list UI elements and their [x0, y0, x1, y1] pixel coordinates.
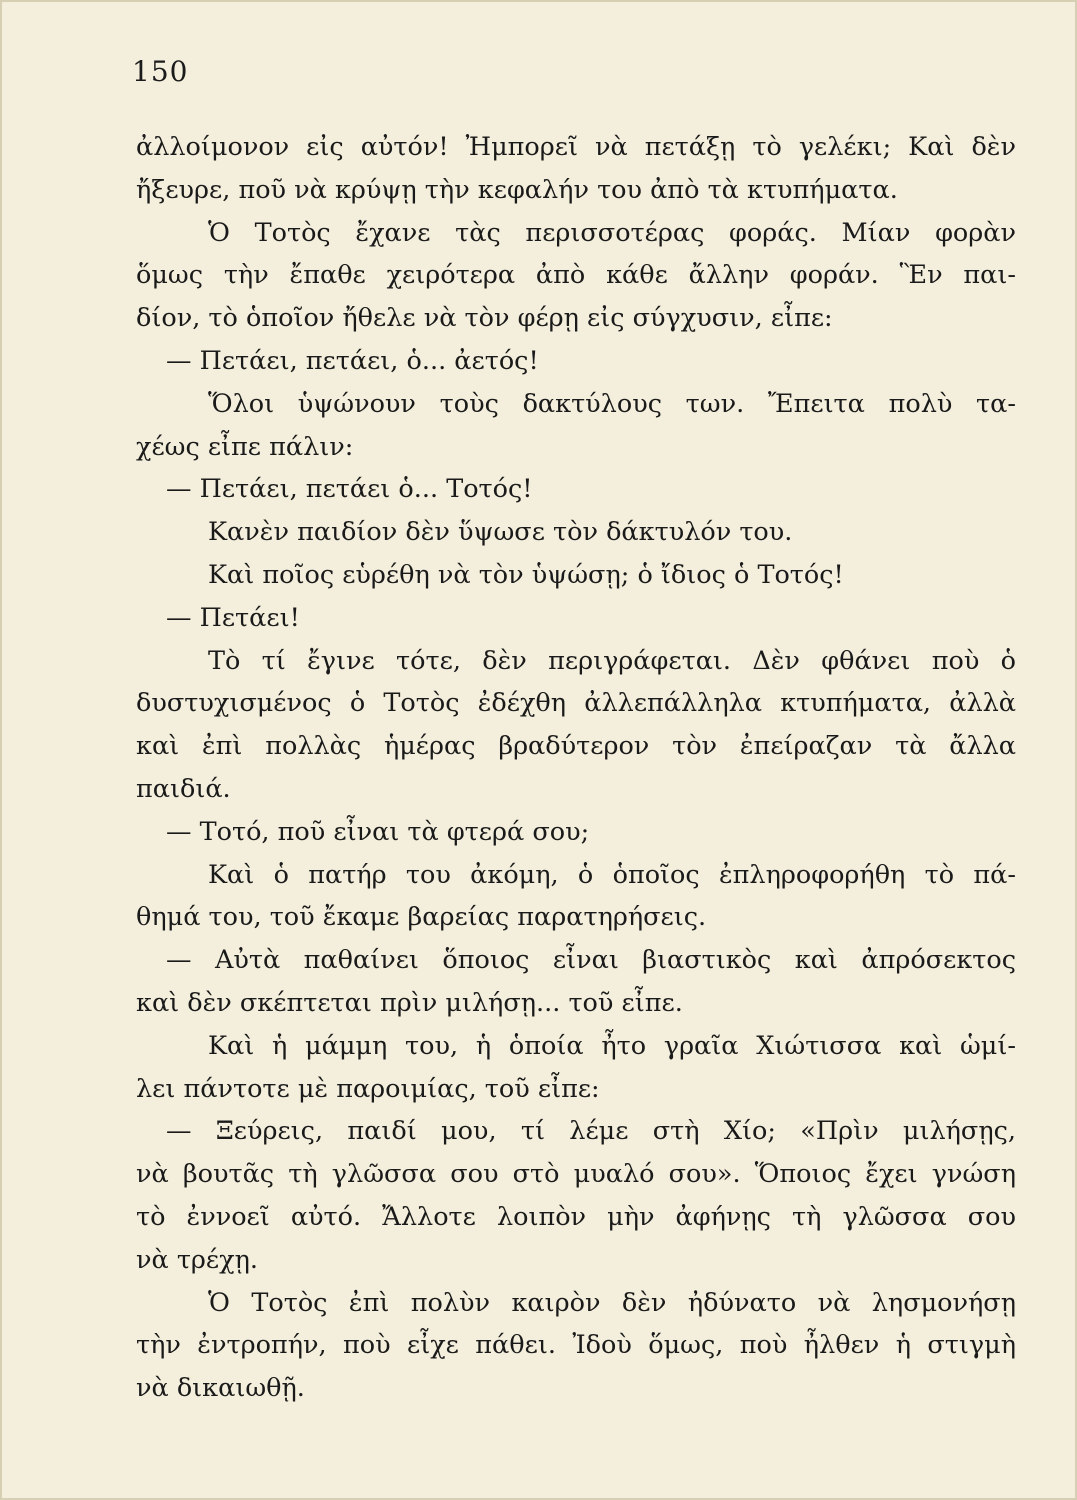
text-line: νὰ βουτᾶς τὴ γλῶσσα σου στὸ μυαλό σου». Ὅποιος ἔχει γνώση — [136, 1159, 1016, 1190]
text-line: παιδιά. — [136, 773, 231, 804]
text-line: ὅμως τὴν ἔπαθε χειρότερα ἀπὸ κάθε ἄλλην φοράν. Ἓν παι- — [136, 260, 1016, 291]
text-line: νὰ δικαιωθῇ. — [136, 1373, 305, 1404]
text-line: Καὶ ἡ μάμμη του, ἡ ὁποία ἦτο γραῖα Χιώτισσα καὶ ὡμί- — [208, 1030, 1016, 1061]
dialogue-line: — Ξεύρεις, παιδί μου, τί λέμε στὴ Χίο; «Πρὶν μιλήσῃς, — [166, 1116, 1016, 1147]
page-number: 150 — [132, 55, 189, 88]
dialogue-line: — Πετάει! — [166, 602, 300, 633]
text-line: νὰ τρέχῃ. — [136, 1244, 258, 1275]
dialogue-line: — Πετάει, πετάει, ὁ... ἀετός! — [166, 345, 539, 376]
dialogue-line: — Αὐτὰ παθαίνει ὅποιος εἶναι βιαστικὸς καὶ ἀπρόσεκτος — [166, 945, 1016, 976]
text-line: Τὸ τί ἔγινε τότε, δὲν περιγράφεται. Δὲν φθάνει ποὺ ὁ — [208, 645, 1016, 676]
text-line: ἀλλοίμονον εἰς αὐτόν! Ἠμπορεῖ νὰ πετάξῃ τὸ γελέκι; Καὶ δὲν — [136, 132, 1016, 162]
text-line: θημά του, τοῦ ἔκαμε βαρείας παρατηρήσεις. — [136, 902, 707, 933]
text-line: τὸ ἐννοεῖ αὐτό. Ἄλλοτε λοιπὸν μὴν ἀφήνῃς τὴ γλῶσσα σου — [136, 1201, 1016, 1232]
dialogue-line: — Πετάει, πετάει ὁ... Τοτός! — [166, 474, 533, 505]
text-line: χέως εἶπε πάλιν: — [136, 431, 354, 462]
text-line: Καὶ ποῖος εὑρέθη νὰ τὸν ὑψώσῃ; ὁ ἴδιος ὁ Τοτός! — [208, 559, 844, 590]
text-line: καὶ ἐπὶ πολλὰς ἡμέρας βραδύτερον τὸν ἐπείραζαν τὰ ἄλλα — [136, 731, 1016, 762]
text-line: Καὶ ὁ πατήρ του ἀκόμη, ὁ ὁποῖος ἐπληροφορήθη τὸ πά- — [208, 859, 1016, 890]
page-body-text — [136, 126, 1016, 1410]
text-line: τὴν ἐντροπήν, ποὺ εἶχε πάθει. Ἰδοὺ ὅμως, ποὺ ἦλθεν ἡ στιγμὴ — [136, 1330, 1016, 1361]
text-line: Κανὲν παιδίον δὲν ὕψωσε τὸν δάκτυλόν του. — [208, 517, 793, 548]
text-line: Ὅλοι ὑψώνουν τοὺς δακτύλους των. Ἔπειτα πολὺ τα- — [208, 388, 1016, 419]
text-line: δίον, τὸ ὁποῖον ἤθελε νὰ τὸν φέρῃ εἰς σύγχυσιν, εἶπε: — [136, 303, 833, 334]
text-line: Ὁ Τοτὸς ἐπὶ πολὺν καιρὸν δὲν ἠδύνατο νὰ λησμονήσῃ — [208, 1287, 1016, 1318]
text-line: Ὁ Τοτὸς ἔχανε τὰς περισσοτέρας φοράς. Μίαν φορὰν — [208, 217, 1016, 248]
text-line: δυστυχισμένος ὁ Τοτὸς ἐδέχθη ἀλλεπάλληλα κτυπήματα, ἀλλὰ — [136, 688, 1016, 719]
text-line: καὶ δὲν σκέπτεται πρὶν μιλήσῃ... τοῦ εἶπε. — [136, 987, 683, 1018]
text-line: λει πάντοτε μὲ παροιμίας, τοῦ εἶπε: — [136, 1073, 600, 1104]
text-line: ἤξευρε, ποῦ νὰ κρύψῃ τὴν κεφαλήν του ἀπὸ τὰ κτυπήματα. — [136, 174, 898, 205]
dialogue-line: — Τοτό, ποῦ εἶναι τὰ φτερά σου; — [166, 816, 590, 847]
